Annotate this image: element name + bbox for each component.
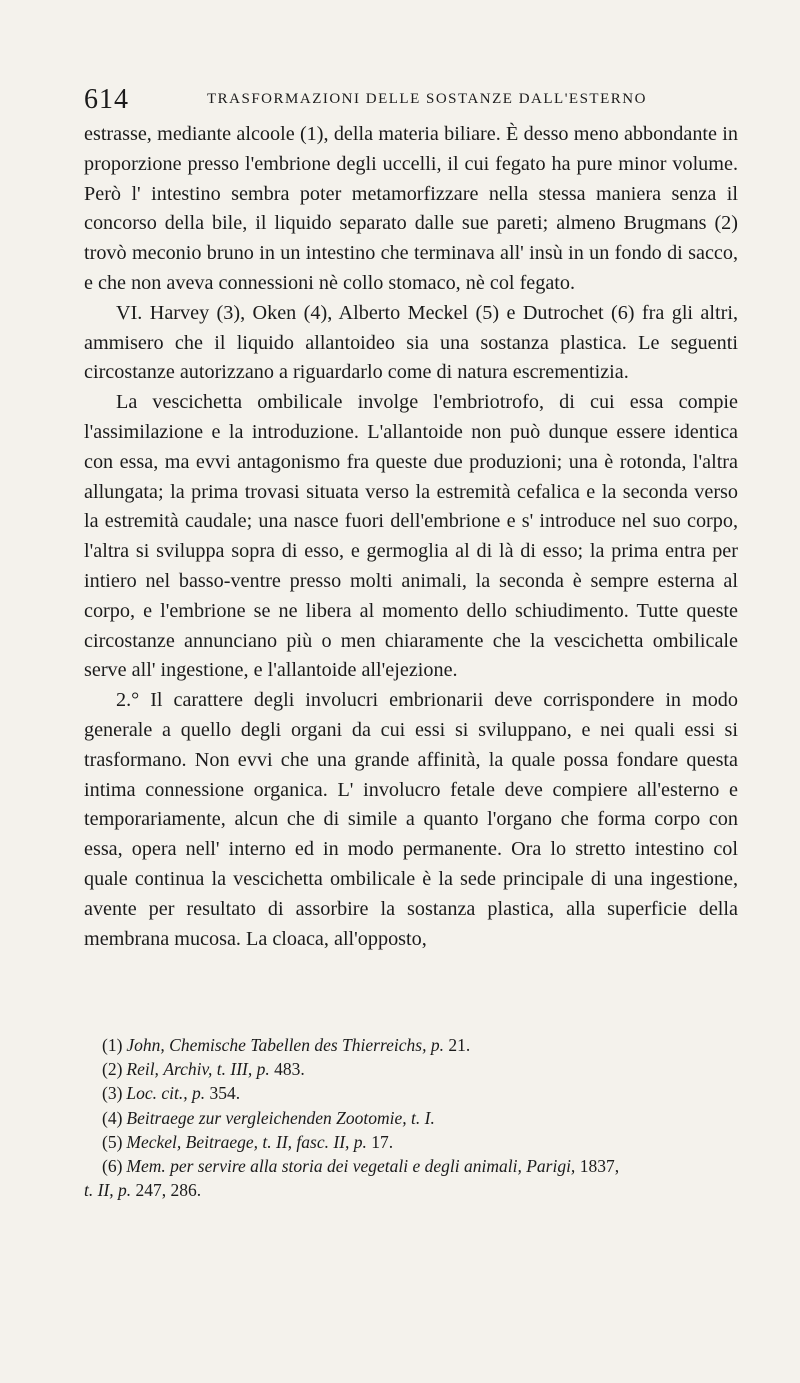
footnote-author: Reil, [126, 1059, 159, 1080]
footnote-number: (3) [102, 1083, 123, 1104]
footnote-author: Meckel, [126, 1131, 182, 1152]
footnote-rest: 21. [448, 1035, 471, 1055]
footnote-title: Chemische Tabellen des Thierreichs, p. [169, 1035, 444, 1055]
footnote-rest: 354. [209, 1083, 241, 1104]
footnote [102, 1130, 742, 1154]
paragraph: VI. Harvey (3), Oken (4), Alberto Meckel (5) e Dutrochet (6) fra gli altri, ammisero che il liquido allantoideo sia una sostanza plastica. Le seguenti circostanze autorizzano a riguardarlo come di natura escrementizia. [84, 301, 738, 384]
body-text [84, 120, 738, 954]
footnote-title: Beitraege, t. II, fasc. II, p. [185, 1131, 367, 1152]
page-number: 614 [84, 84, 129, 115]
footnote-title: per servire alla storia dei vegetali e degli animali, Parigi, [170, 1156, 576, 1177]
footnote-author: Loc. cit. [126, 1083, 184, 1104]
footnote [102, 1154, 742, 1178]
page-header [62, 84, 722, 114]
footnote-title: Archiv, t. III, p. [163, 1059, 270, 1080]
footnote-title: zur vergleichenden Zootomie, t. I. [198, 1107, 435, 1128]
footnote [102, 1033, 742, 1057]
footnote-title: t. II, p. [84, 1180, 132, 1201]
footnote-number: (6) [102, 1156, 123, 1177]
footnote-rest: 247, 286. [135, 1180, 202, 1201]
running-title: TRASFORMAZIONI DELLE SOSTANZE DALL'ESTERNO [207, 91, 647, 107]
footnotes [84, 1033, 742, 1202]
footnote-author: Mem. [126, 1156, 166, 1177]
footnote-rest: 17. [371, 1131, 394, 1152]
footnote-title: , p. [183, 1083, 206, 1104]
footnote-number: (4) [102, 1107, 123, 1128]
footnote [102, 1057, 742, 1081]
footnote-author: John, [126, 1035, 165, 1055]
paragraph: 2.° Il carattere degli involucri embrionarii deve corrispondere in modo generale a quello degli organi da cui essi si sviluppano, e nei quali essi si trasformano. Non evvi che una grande affinità, la quale possa fondare questa intima connessione organica. L' involucro fetale deve compiere all'esterno e temporariamente, alcun che di simile a quanto l'organo che forma corpo con essa, opera nell' interno ed in modo permanente. Ora lo stretto intestino col quale continua la vescichetta ombilicale è la sede principale di una ingestione, avente per resultato di assorbire la sostanza plastica, alla superficie della membrana mucosa. La cloaca, all'opposto, [84, 689, 738, 950]
footnote-rest: 1837, [579, 1156, 620, 1177]
footnote-continuation [84, 1178, 742, 1202]
footnote [102, 1081, 742, 1105]
footnote-rest: 483. [274, 1059, 305, 1080]
paragraph: La vescichetta ombilicale involge l'embriotrofo, di cui essa compie l'assimilazione e la introduzione. L'allantoide non può dunque essere identica con essa, ma evvi antagonismo fra queste due produzioni; una è rotonda, l'altra allungata; la prima trovasi situata verso la estremità cefalica e la seconda verso la estremità caudale; una nasce fuori dell'embrione e s' introduce nel suo corpo, l'altra si sviluppa sopra di esso, e germoglia al di là di esso; la prima entra per intiero nel basso-ventre presso molti animali, la seconda è sempre esterna al corpo, e l'embrione se ne libera al momento dello schiudimento. Tutte queste circostanze annunciano più o men chiaramente che la vescichetta ombilicale serve all' ingestione, e l'allantoide all'ejezione. [84, 391, 738, 682]
footnote-number: (1) [102, 1035, 123, 1055]
footnote-author: Beitraege [126, 1107, 195, 1128]
paragraph: estrasse, mediante alcoole (1), della materia biliare. È desso meno abbondante in proporzione presso l'embrione degli uccelli, il cui fegato ha pure minor volume. Però l' intestino sembra poter metamorfizzare nella stessa maniera senza il concorso della bile, il liquido separato dalle sue pareti; almeno Brugmans (2) trovò meconio bruno in un intestino che terminava all' insù in un fondo di sacco, e che non aveva connessioni nè collo stomaco, nè col fegato. [84, 123, 738, 294]
footnote-number: (2) [102, 1059, 123, 1080]
footnote-number: (5) [102, 1131, 123, 1152]
footnote [102, 1106, 742, 1130]
